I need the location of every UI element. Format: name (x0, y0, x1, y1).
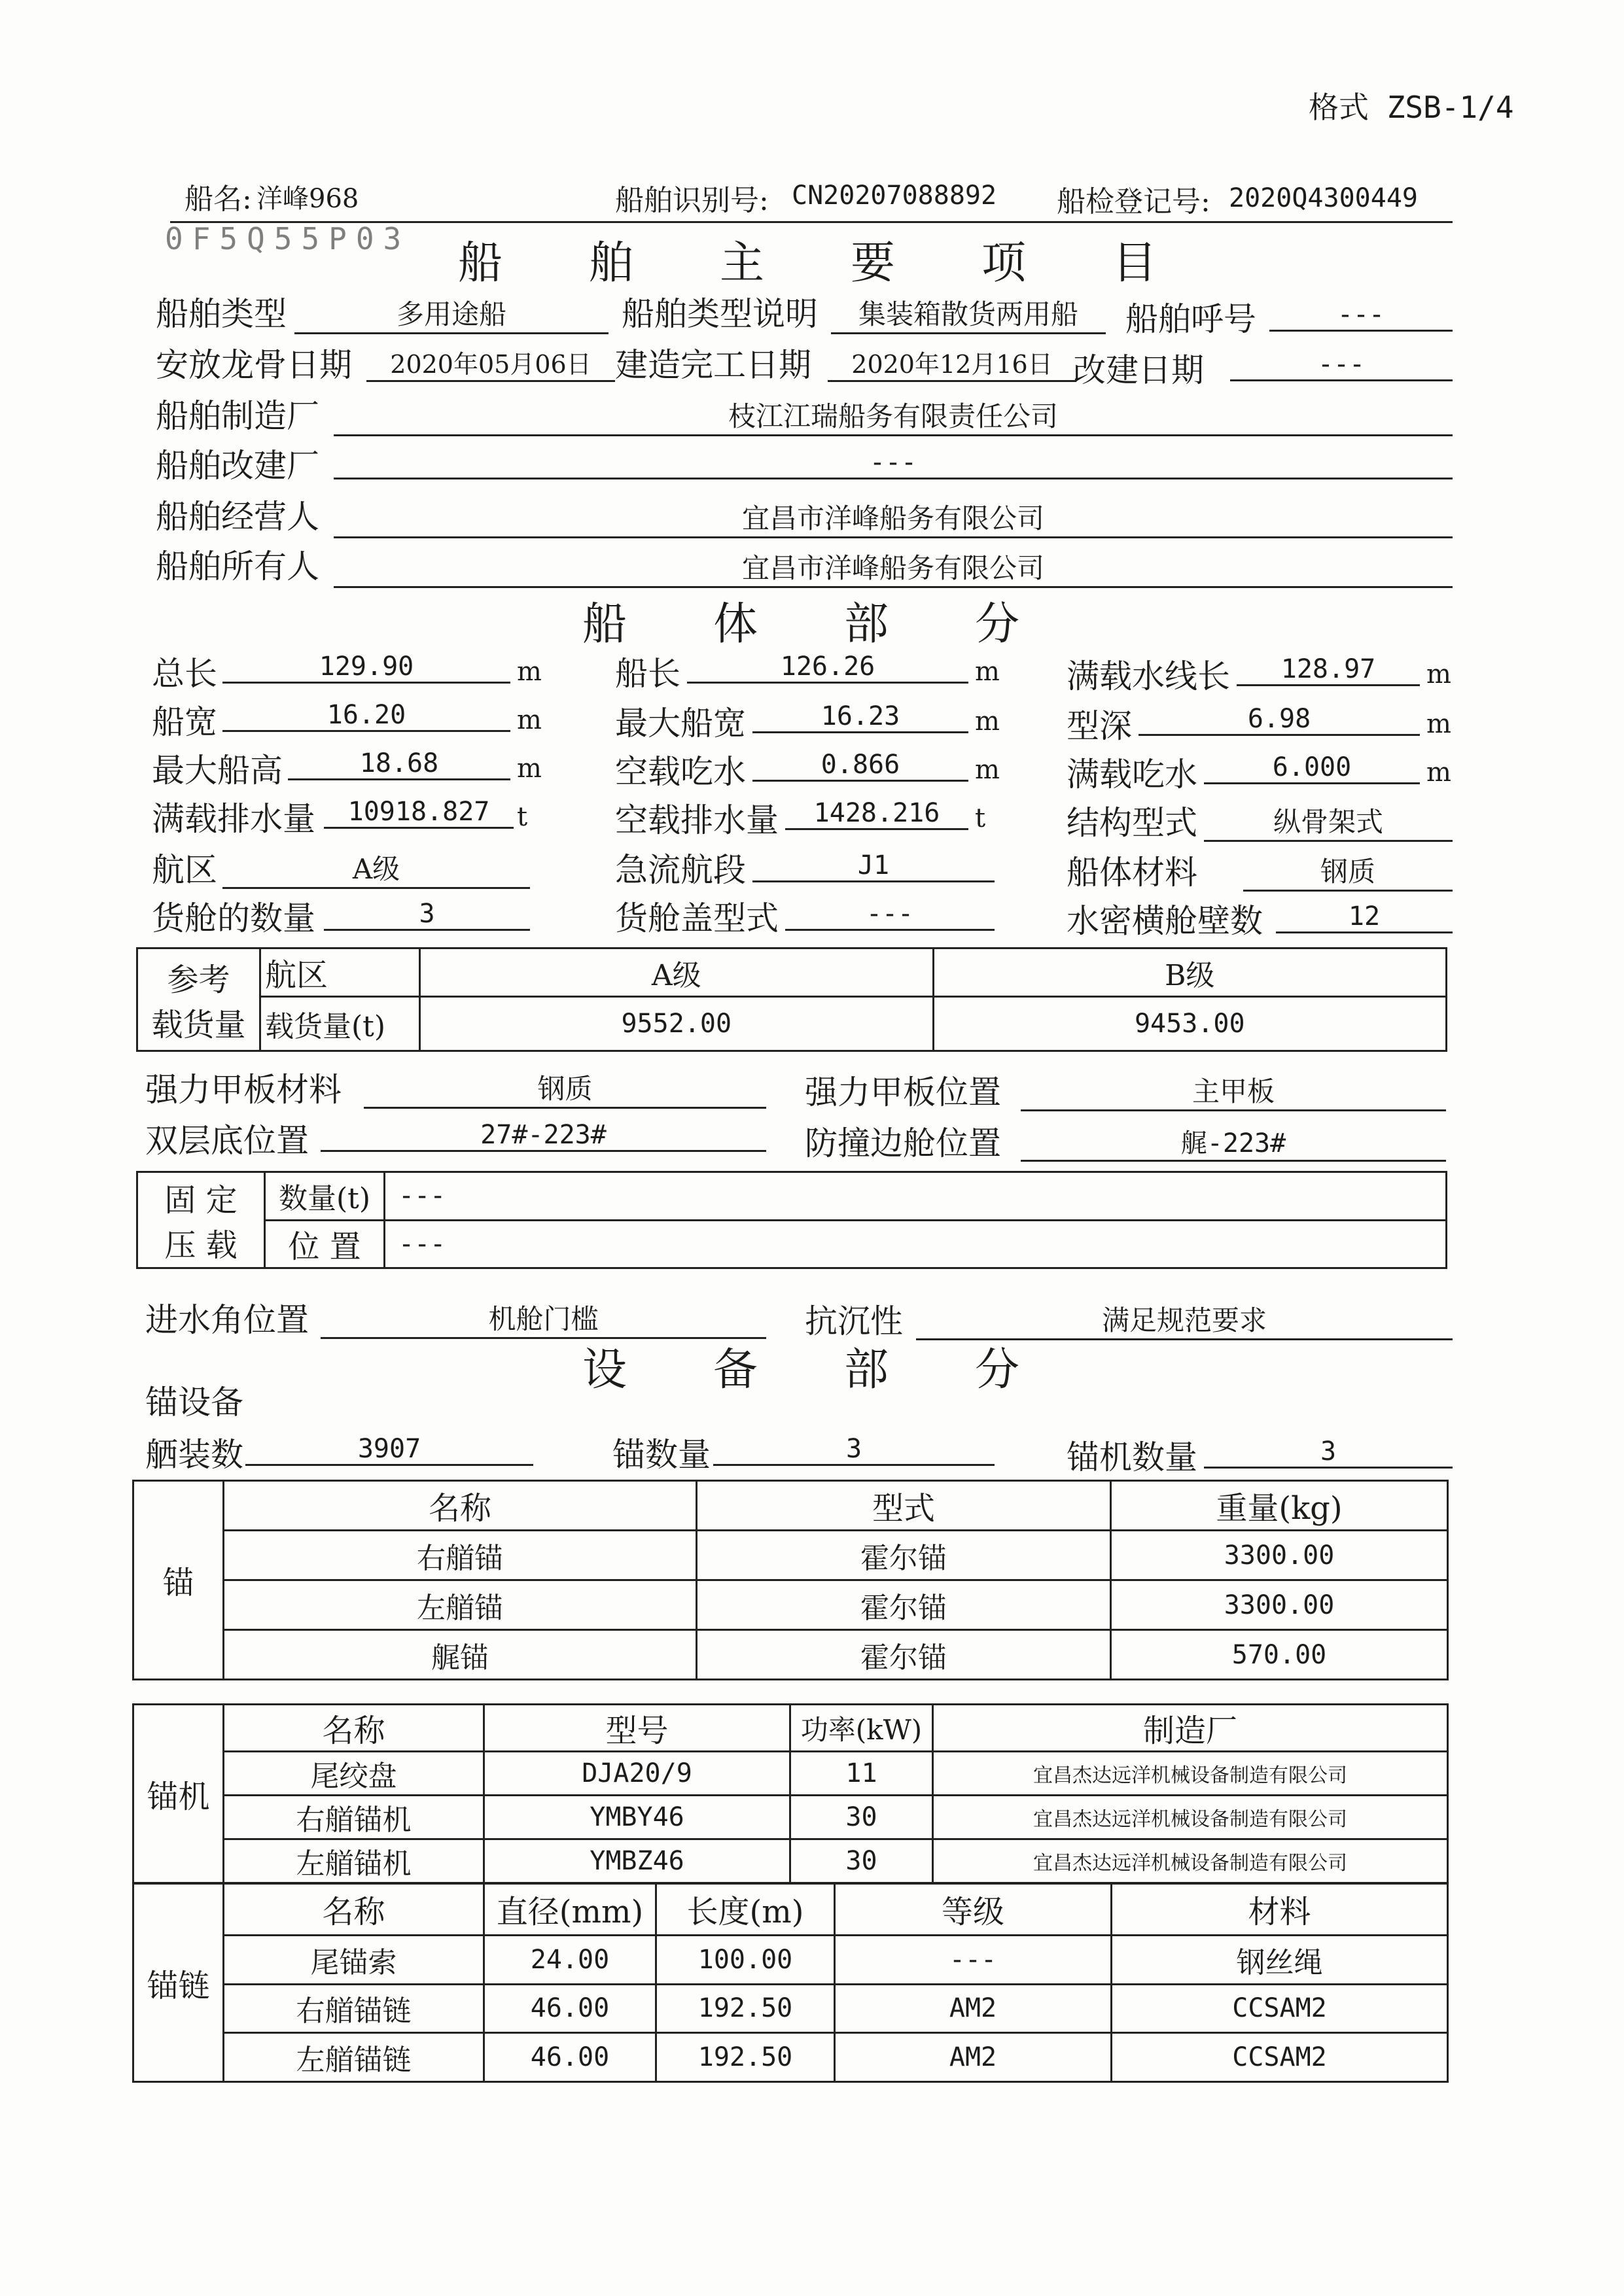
windlass-table (132, 1703, 1449, 1884)
windlass-header-maker: 制造厂 (933, 1705, 1448, 1752)
anchor-header-name: 名称 (224, 1481, 697, 1531)
anchor-header-type: 型式 (697, 1481, 1111, 1531)
subdivision: 满足规范要求 (916, 1299, 1453, 1340)
windlass-qty-label: 锚机数量 (1067, 1438, 1197, 1476)
lwl: 128.97 (1237, 654, 1420, 686)
rapids-label: 急流航段 (615, 851, 746, 889)
chain-length: 192.50 (656, 2033, 835, 2082)
table-row (133, 1630, 1448, 1680)
ballast-label-top: 固 定 (164, 1182, 238, 1219)
windlass-power: 30 (790, 1839, 933, 1883)
loa-label: 总长 (152, 655, 217, 693)
operator: 宜昌市洋峰船务有限公司 (334, 497, 1453, 538)
hatch-label: 货舱盖型式 (615, 899, 779, 937)
chain-diameter: 46.00 (484, 1984, 656, 2033)
anchor-section-title: 锚设备 (145, 1383, 243, 1421)
strength-position-label: 强力甲板位置 (805, 1073, 1001, 1111)
chain-name: 尾锚索 (224, 1935, 484, 1984)
chain-header-grade: 等级 (835, 1884, 1112, 1936)
cargo-class-b: B级 (933, 948, 1447, 997)
light-disp-label: 空载排水量 (615, 801, 779, 839)
chain-length: 192.50 (656, 1984, 835, 2033)
builder-label: 船舶制造厂 (156, 397, 319, 435)
complete-date: 2020年12月16日 (828, 344, 1076, 382)
cargo-class-a: A级 (420, 948, 934, 997)
anchor-side-label: 锚 (133, 1481, 224, 1680)
anchor-type: 霍尔锚 (697, 1630, 1111, 1680)
anchor-name: 右艏锚 (224, 1531, 697, 1580)
collision: 艉-223# (1021, 1122, 1446, 1162)
chain-material: CCSAM2 (1112, 2033, 1448, 2082)
type-desc-label: 船舶类型说明 (622, 295, 818, 333)
call-sign: --- (1269, 300, 1453, 332)
main-title-6: 目 (1112, 237, 1157, 289)
table-row (133, 1796, 1448, 1839)
beam: 16.20 (222, 700, 510, 732)
owner: 宜昌市洋峰船务有限公司 (334, 547, 1453, 588)
table-row (133, 1984, 1448, 2033)
chain-grade: AM2 (835, 1984, 1112, 2033)
full-disp-label: 满载排水量 (152, 800, 315, 838)
ship-type: 多用途船 (294, 293, 609, 334)
rebuilder: --- (334, 447, 1453, 479)
windlass-model: YMBY46 (484, 1796, 790, 1839)
windlass-header-name: 名称 (224, 1705, 484, 1752)
anchor-type: 霍尔锚 (697, 1531, 1111, 1580)
chain-header-material: 材料 (1112, 1884, 1448, 1936)
anchor-weight: 3300.00 (1111, 1531, 1448, 1580)
strength-material-label: 强力甲板材料 (145, 1071, 342, 1109)
equipment-title-2: 备 (713, 1344, 758, 1396)
chain-material: CCSAM2 (1112, 1984, 1448, 2033)
rebuild-date: --- (1230, 349, 1453, 381)
max-beam-unit: m (975, 706, 1000, 737)
main-title-2: 舶 (589, 237, 634, 289)
table-row (133, 2033, 1448, 2082)
ballast-qty: --- (385, 1172, 1447, 1221)
windlass-name: 左艏锚机 (224, 1839, 484, 1883)
lbp-label: 船长 (615, 655, 680, 693)
full-disp: 10918.827 (324, 797, 514, 829)
lbp-unit: m (975, 657, 1000, 687)
anchor-type: 霍尔锚 (697, 1580, 1111, 1630)
serial-stamp: 0F5Q55P03 (165, 221, 411, 256)
type-desc: 集装箱散货两用船 (831, 293, 1106, 334)
windlass-side-label: 锚机 (133, 1705, 224, 1883)
keel-date-label: 安放龙骨日期 (156, 346, 352, 384)
cargo-load-label: 载货量(t) (260, 997, 420, 1051)
light-draft: 0.866 (752, 750, 968, 782)
depth-unit: m (1426, 709, 1451, 739)
equipment-title-4: 分 (975, 1344, 1020, 1396)
chain-length: 100.00 (656, 1935, 835, 1984)
depth: 6.98 (1139, 704, 1420, 736)
light-draft-unit: m (975, 755, 1000, 785)
ballast-pos: --- (385, 1220, 1447, 1268)
anchor-qty: 3 (713, 1434, 995, 1466)
windlass-power: 11 (790, 1752, 933, 1796)
cargo-ref-bottom: 载货量 (151, 1007, 246, 1043)
structure-label: 结构型式 (1067, 804, 1197, 842)
max-height-label: 最大船高 (152, 752, 283, 790)
anchor-weight: 3300.00 (1111, 1580, 1448, 1630)
area: A级 (222, 848, 530, 889)
depth-label: 型深 (1067, 707, 1132, 745)
ballast-pos-label: 位 置 (265, 1220, 385, 1268)
chain-table (132, 1883, 1449, 2083)
flood-angle: 机舱门槛 (321, 1298, 766, 1339)
table-row (133, 1839, 1448, 1883)
windlass-name: 尾绞盘 (224, 1752, 484, 1796)
ship-id: CN20207088892 (792, 181, 997, 211)
cargo-ref-cell (137, 948, 260, 1051)
ballast-label-cell (137, 1172, 265, 1268)
hull-material-label: 船体材料 (1067, 854, 1197, 892)
full-disp-unit: t (517, 802, 528, 832)
beam-label: 船宽 (152, 703, 217, 741)
table-row (133, 1752, 1448, 1796)
table-row (133, 1580, 1448, 1630)
chain-side-label: 锚链 (133, 1884, 224, 2082)
double-bottom: 27#-223# (321, 1120, 766, 1152)
ship-type-label: 船舶类型 (156, 295, 287, 333)
chain-diameter: 46.00 (484, 2033, 656, 2082)
form-code: 格式 ZSB-1/4 (1309, 90, 1514, 125)
rebuilder-label: 船舶改建厂 (156, 447, 319, 485)
hull-title-3: 部 (844, 599, 889, 650)
operator-label: 船舶经营人 (156, 498, 319, 536)
registration-label: 船检登记号: (1057, 185, 1210, 218)
owner-label: 船舶所有人 (156, 548, 319, 585)
ship-id-label: 船舶识别号: (615, 184, 769, 217)
holds-label: 货舱的数量 (152, 899, 315, 937)
cargo-area-label: 航区 (260, 948, 420, 997)
area-label: 航区 (152, 851, 217, 889)
chain-name: 右艏锚链 (224, 1984, 484, 2033)
rebuild-date-label: 改建日期 (1073, 351, 1204, 389)
cargo-value-b: 9453.00 (933, 997, 1447, 1051)
subdivision-label: 抗沉性 (805, 1302, 903, 1340)
windlass-maker: 宜昌杰达远洋机械设备制造有限公司 (933, 1796, 1448, 1839)
windlass-model: DJA20/9 (484, 1752, 790, 1796)
call-sign-label: 船舶呼号 (1125, 300, 1256, 338)
anchor-qty-label: 锚数量 (612, 1436, 711, 1474)
main-title-3: 主 (720, 237, 765, 289)
ship-name-label: 船名: (185, 183, 252, 216)
main-title-5: 项 (981, 237, 1027, 289)
full-draft-label: 满载吃水 (1067, 756, 1197, 793)
anchor-name: 左艏锚 (224, 1580, 697, 1630)
chain-diameter: 24.00 (484, 1935, 656, 1984)
anchor-header-weight: 重量(kg) (1111, 1481, 1448, 1531)
main-title-4: 要 (851, 237, 896, 289)
hull-title-2: 体 (713, 599, 758, 650)
ship-name: 洋峰968 (256, 184, 359, 214)
builder: 枝江江瑞船务有限责任公司 (334, 395, 1453, 436)
windlass-qty: 3 (1204, 1436, 1453, 1469)
windlass-name: 右艏锚机 (224, 1796, 484, 1839)
windlass-power: 30 (790, 1796, 933, 1839)
hull-title-4: 分 (975, 599, 1020, 650)
hatch: --- (785, 899, 995, 931)
windlass-model: YMBZ46 (484, 1839, 790, 1883)
windlass-header-model: 型号 (484, 1705, 790, 1752)
lbp: 126.26 (687, 652, 968, 684)
windlass-header-power: 功率(kW) (790, 1705, 933, 1752)
strength-position: 主甲板 (1021, 1070, 1446, 1111)
registration-number: 2020Q4300449 (1229, 183, 1418, 213)
windlass-maker: 宜昌杰达远洋机械设备制造有限公司 (933, 1839, 1448, 1883)
keel-date: 2020年05月06日 (366, 344, 615, 382)
max-beam: 16.23 (752, 701, 968, 733)
loa-unit: m (517, 657, 542, 687)
full-draft: 6.000 (1204, 752, 1420, 784)
equipment-title-1: 设 (582, 1344, 627, 1396)
max-beam-label: 最大船宽 (615, 704, 746, 742)
light-disp-unit: t (975, 803, 986, 833)
cargo-ref-top: 参考 (167, 962, 230, 998)
lwl-label: 满载水线长 (1067, 657, 1230, 695)
rapids: J1 (752, 850, 995, 882)
bulkheads: 12 (1276, 901, 1453, 933)
hull-title-1: 船 (582, 599, 627, 650)
light-disp: 1428.216 (785, 798, 968, 830)
loa: 129.90 (222, 652, 510, 684)
chain-header-name: 名称 (224, 1884, 484, 1936)
anchor-weight: 570.00 (1111, 1630, 1448, 1680)
double-bottom-label: 双层底位置 (145, 1122, 309, 1160)
ballast-qty-label: 数量(t) (265, 1172, 385, 1221)
structure: 纵骨架式 (1204, 801, 1453, 842)
anchor-name: 艉锚 (224, 1630, 697, 1680)
max-height: 18.68 (288, 748, 510, 780)
lwl-unit: m (1426, 659, 1451, 689)
complete-date-label: 建造完工日期 (615, 346, 811, 384)
outfit-number: 3907 (245, 1434, 533, 1466)
main-title-1: 船 (458, 237, 503, 289)
hull-material: 钢质 (1243, 850, 1453, 892)
chain-name: 左艏锚链 (224, 2033, 484, 2082)
flood-angle-label: 进水角位置 (145, 1301, 309, 1339)
table-row (133, 1531, 1448, 1580)
ballast-table (136, 1171, 1447, 1269)
strength-material: 钢质 (364, 1068, 766, 1109)
ballast-label-bottom: 压 载 (164, 1227, 238, 1264)
outfit-number-label: 舾装数 (145, 1436, 243, 1474)
holds: 3 (324, 899, 530, 931)
light-draft-label: 空载吃水 (615, 753, 746, 791)
chain-material: 钢丝绳 (1112, 1935, 1448, 1984)
beam-unit: m (517, 705, 542, 735)
windlass-maker: 宜昌杰达远洋机械设备制造有限公司 (933, 1752, 1448, 1796)
chain-header-diameter: 直径(mm) (484, 1884, 656, 1936)
full-draft-unit: m (1426, 757, 1451, 788)
chain-header-length: 长度(m) (656, 1884, 835, 1936)
chain-grade: AM2 (835, 2033, 1112, 2082)
max-height-unit: m (517, 754, 542, 784)
collision-label: 防撞边舱位置 (805, 1124, 1001, 1162)
anchor-table (132, 1480, 1449, 1680)
equipment-title-3: 部 (844, 1344, 889, 1396)
bulkheads-label: 水密横舱壁数 (1067, 902, 1263, 940)
cargo-value-a: 9552.00 (420, 997, 934, 1051)
cargo-table (136, 947, 1447, 1052)
table-row (133, 1935, 1448, 1984)
chain-grade: --- (835, 1935, 1112, 1984)
